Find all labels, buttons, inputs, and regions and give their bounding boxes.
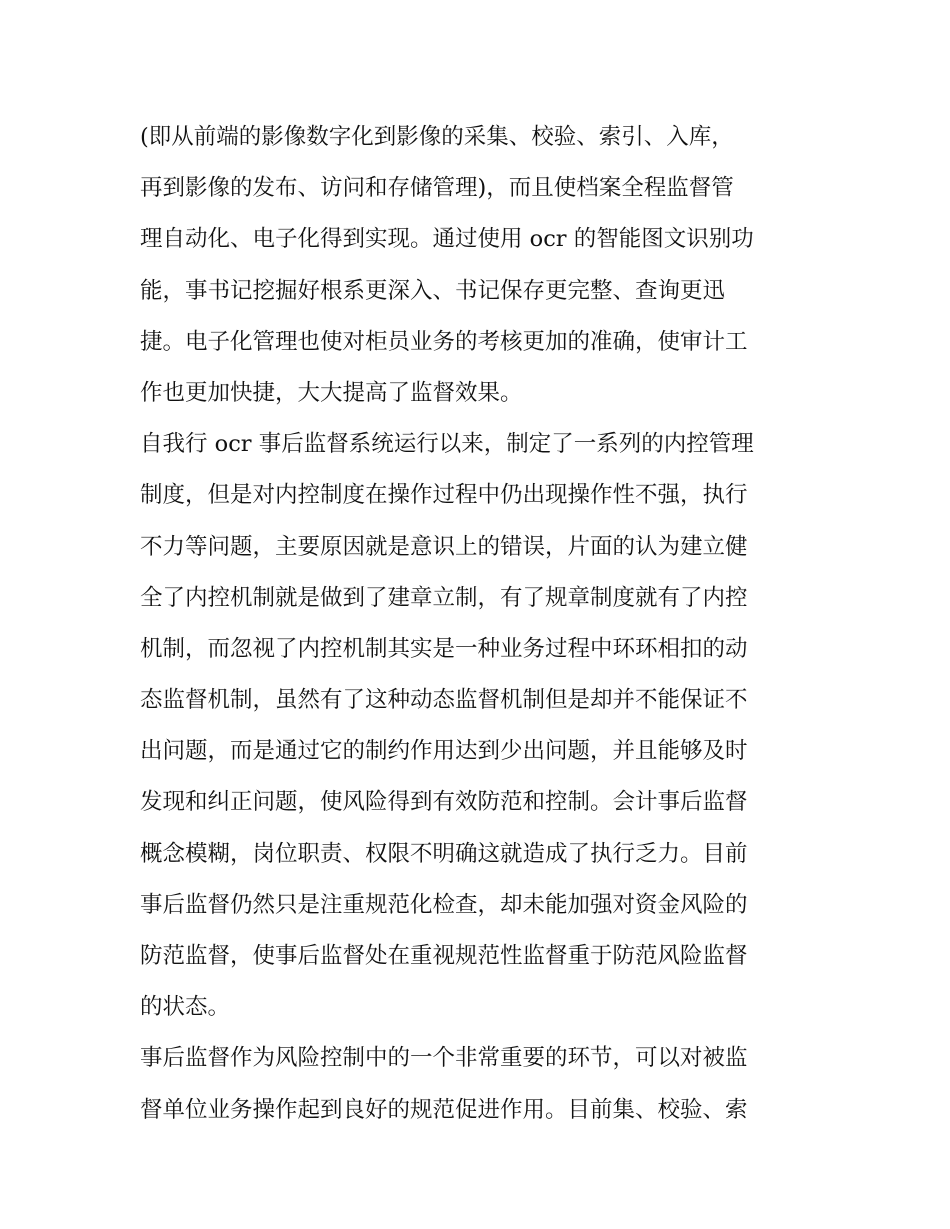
text-line: 出问题，而是通过它的制约作用达到少出问题，并且能够及时 (140, 738, 748, 765)
paragraph (140, 419, 820, 1033)
text-line: 态监督机制，虽然有了这种动态监督机制但是却并不能保证不 (140, 687, 748, 714)
text-line: 制度，但是对内控制度在操作过程中仍出现操作性不强，执行 (140, 482, 748, 509)
text-line: 机制，而忽视了内控机制其实是一种业务过程中环环相扣的动 (140, 635, 748, 662)
paragraph (140, 1033, 820, 1135)
text-line: 再到影像的发布、访问和存储管理)，而且使档案全程监督管 (140, 175, 734, 202)
text-line: 发现和纠正问题，使风险得到有效防范和控制。会计事后监督 (140, 789, 748, 816)
text-line: 不力等问题，主要原因就是意识上的错误，片面的认为建立健 (140, 533, 748, 560)
text-line: 概念模糊，岗位职责、权限不明确这就造成了执行乏力。目前 (140, 840, 748, 867)
text-line: 能，事书记挖掘好根系更深入、书记保存更完整、查询更迅 (140, 277, 726, 304)
text-line: 全了内控机制就是做到了建章立制，有了规章制度就有了内控 (140, 584, 748, 611)
text-line: 防范监督，使事后监督处在重视规范性监督重于防范风险监督 (140, 943, 748, 969)
text-line: 的状态。 (140, 994, 231, 1021)
text-line: 督单位业务操作起到良好的规范促进作用。目前集、校验、索 (140, 1096, 748, 1123)
text-line: 作也更加快捷，大大提高了监督效果。 (140, 379, 523, 406)
text-line: 事后监督仍然只是注重规范化检查，却未能加强对资金风险的 (140, 891, 748, 918)
text-line: 捷。电子化管理也使对柜员业务的考核更加的准确，使审计工 (140, 328, 748, 355)
text-line: 事后监督作为风险控制中的一个非常重要的环节，可以对被监 (140, 1045, 748, 1072)
text-line: 理自动化、电子化得到实现。通过使用 ocr 的智能图文识别功 (140, 226, 754, 253)
paragraph (140, 112, 820, 419)
text-line: 自我行 ocr 事后监督系统运行以来，制定了一系列的内控管理 (140, 431, 754, 458)
text-line: (即从前端的影像数字化到影像的采集、校验、索引、入库， (140, 124, 734, 150)
document-body (140, 112, 820, 1136)
